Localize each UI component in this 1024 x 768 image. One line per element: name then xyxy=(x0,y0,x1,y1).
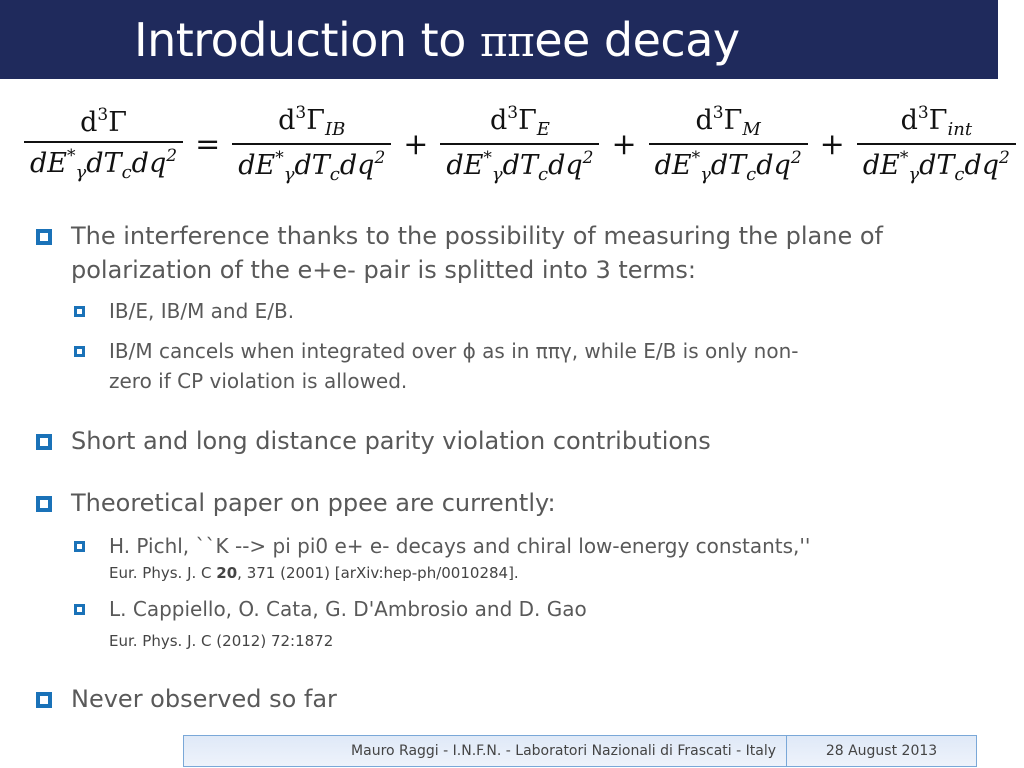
sub-bullet-1: IB/E, IB/M and E/B. xyxy=(109,299,295,323)
bullet-2: Short and long distance parity violation contributions xyxy=(71,427,711,455)
slide-footer xyxy=(183,735,977,767)
bullet-square-icon xyxy=(36,692,52,708)
sub-bullet-square-icon xyxy=(74,541,85,552)
bullet-4: Never observed so far xyxy=(71,685,337,713)
slide-title: Introduction to ππee decay xyxy=(134,13,740,67)
bullet-square-icon xyxy=(36,496,52,512)
plus-sign: + xyxy=(403,126,429,162)
reference-1-authors-title: H. Pichl, ``K --> pi pi0 e+ e- decays and chiral low-energy constants,'' xyxy=(109,534,811,558)
equation-term-e: $\frac{d^3\Gamma_E}{dE^*_\gamma dT_cdq^2}$ xyxy=(440,103,599,185)
plus-sign: + xyxy=(611,126,637,162)
equation-term-int: $\frac{d^3\Gamma_{int}}{dE^*_\gamma dT_cdq^2}$ xyxy=(857,103,1016,185)
equation-term-m: $\frac{d^3\Gamma_M}{dE^*_\gamma dT_cdq^2}$ xyxy=(649,103,808,185)
reference-2-authors: L. Cappiello, O. Cata, G. D'Ambrosio and D. Gao xyxy=(109,597,587,621)
sub-bullet-2-line-2: zero if CP violation is allowed. xyxy=(109,369,408,393)
bullet-square-icon xyxy=(36,434,52,450)
reference-1-citation: Eur. Phys. J. C 20, 371 (2001) [arXiv:hep-ph/0010284]. xyxy=(109,564,519,582)
footer-date: 28 August 2013 xyxy=(825,742,938,759)
plus-sign: + xyxy=(819,126,845,162)
bullet-square-icon xyxy=(36,229,52,245)
sub-bullet-2-line-1: IB/M cancels when integrated over ϕ as in ππγ, while E/B is only non- xyxy=(109,339,799,363)
reference-2-citation: Eur. Phys. J. C (2012) 72:1872 xyxy=(109,632,334,650)
bullet-1-line-1: The interference thanks to the possibility of measuring the plane of xyxy=(71,222,883,250)
footer-author: Mauro Raggi - I.N.F.N. - Laboratori Nazionali di Frascati - Italy xyxy=(184,736,787,766)
sub-bullet-square-icon xyxy=(74,306,85,317)
equation-term-ib: $\frac{d^3\Gamma_{IB}}{dE^*_\gamma dT_cdq^2}$ xyxy=(232,103,391,185)
equation-lhs: $\frac{d^3\Gamma}{dE^*_\gamma dT_cdq^2}$ xyxy=(24,105,183,183)
title-symbol: ππ xyxy=(479,17,535,66)
sub-bullet-square-icon xyxy=(74,604,85,615)
equals-sign: = xyxy=(195,126,221,162)
sub-bullet-square-icon xyxy=(74,346,85,357)
bullet-1-line-2: polarization of the e+e- pair is splitted into 3 terms: xyxy=(71,256,696,284)
bullet-3: Theoretical paper on ppee are currently: xyxy=(71,489,556,517)
